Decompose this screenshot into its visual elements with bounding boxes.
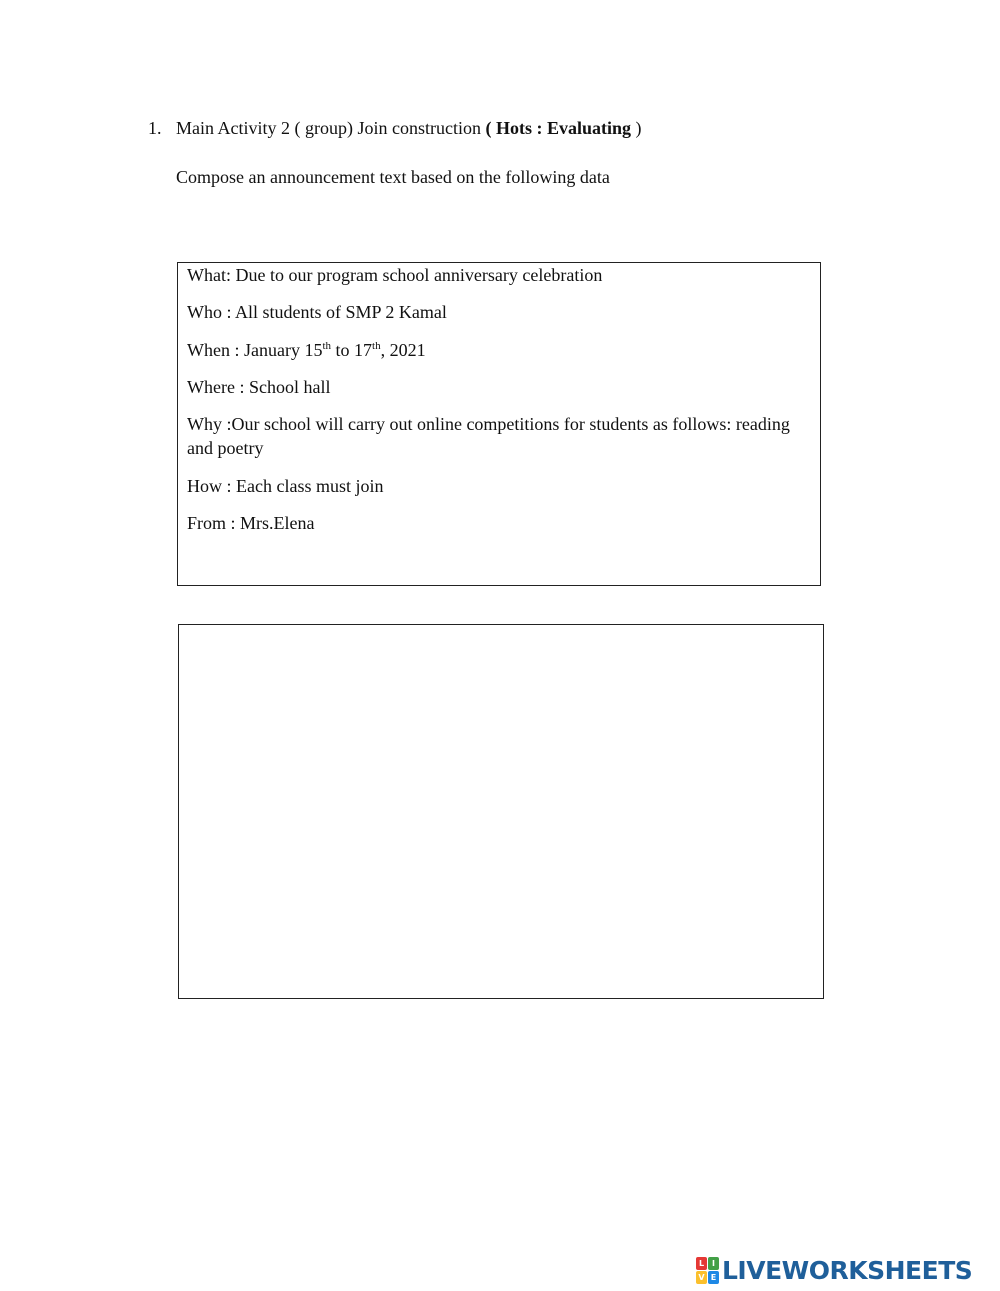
data-why: Why :Our school will carry out online competitions for students as follows: reading and poetry bbox=[187, 414, 790, 458]
announcement-data-box bbox=[177, 262, 821, 586]
liveworksheets-logo bbox=[696, 1255, 972, 1287]
question-tail: ) bbox=[630, 118, 642, 138]
data-where: Where : School hall bbox=[187, 377, 331, 397]
logo-cube-e: E bbox=[708, 1271, 719, 1284]
data-when bbox=[187, 338, 426, 362]
logo-cube-l: L bbox=[696, 1257, 707, 1270]
question-number: 1. bbox=[148, 118, 162, 138]
logo-cube-i: I bbox=[708, 1257, 719, 1270]
question-hots-label: ( Hots : Evaluating bbox=[485, 118, 631, 138]
instruction-text: Compose an announcement text based on the following data bbox=[176, 167, 610, 187]
data-what: What: Due to our program school anniversary celebration bbox=[187, 265, 603, 285]
logo-text: LIVEWORKSHEETS bbox=[722, 1256, 973, 1285]
data-from: From : Mrs.Elena bbox=[187, 513, 315, 533]
when-prefix: When : January 15 bbox=[187, 340, 323, 360]
data-how: How : Each class must join bbox=[187, 476, 384, 496]
when-superscript-1: th bbox=[322, 340, 332, 352]
logo-cube-v: V bbox=[696, 1271, 707, 1284]
when-middle: to 17 bbox=[331, 340, 373, 360]
when-suffix: , 2021 bbox=[380, 340, 426, 360]
question-heading bbox=[148, 116, 641, 140]
data-who: Who : All students of SMP 2 Kamal bbox=[187, 302, 447, 322]
question-text: Main Activity 2 ( group) Join construction bbox=[176, 118, 486, 138]
answer-text-box[interactable] bbox=[178, 624, 824, 999]
logo-cubes-icon bbox=[696, 1257, 720, 1285]
when-superscript-2: th bbox=[372, 340, 381, 352]
